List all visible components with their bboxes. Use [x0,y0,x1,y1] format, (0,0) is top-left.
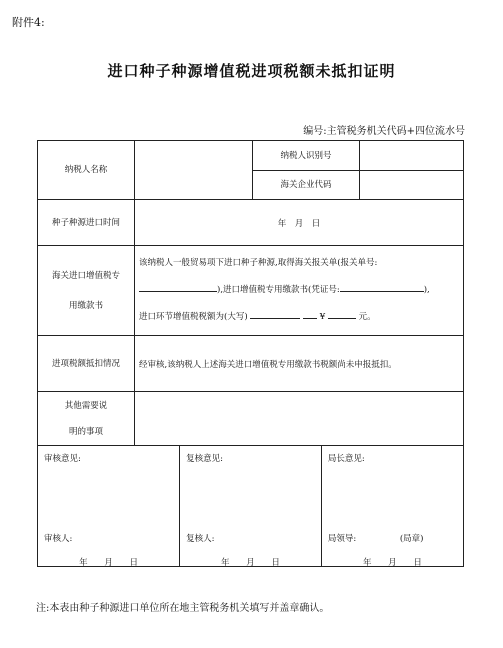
deduction-label: 进项税额抵扣情况 [38,336,135,392]
customs-vat-content [135,246,464,336]
customs-text-2b: ), [423,285,430,295]
recheck-date: 年 月 日 [221,558,280,568]
customs-text-line1: 该纳税人一般贸易项下进口种子种源,取得海关报关单(报关单号: [139,258,378,268]
recheck-opinion-label: 复核意见: [186,454,224,464]
customs-text-2a: ),进口增值税专用缴款书(凭证号: [217,285,340,295]
signature-row [38,446,464,567]
certificate-form [37,140,464,567]
annex-label: 附件4: [12,16,45,29]
import-time-label: 种子种源进口时间 [38,200,135,246]
review-date: 年 月 日 [79,558,139,568]
customs-vat-label-line1: 海关进口增值税专 [51,270,120,281]
document-title: 进口种子种源增值税进项税额未抵扣证明 [107,62,396,80]
bureau-seal-label: (局章) [399,534,424,544]
yuan-symbol: ¥ [319,312,326,322]
review-opinion-label: 审核意见: [44,454,81,464]
review-section[interactable] [38,446,180,566]
footnote: 注:本表由种子种源进口单位所在地主管税务机关填写并盖章确认。 [36,603,330,614]
tax-amount-blank-a[interactable] [303,309,317,319]
reviewer-label: 审核人: [44,534,73,544]
director-section[interactable] [321,446,463,566]
tax-amount-number-blank[interactable] [328,309,356,319]
customs-text-line3 [139,304,457,331]
taxpayer-id-label: 纳税人识别号 [253,141,360,171]
bureau-leader-label: 局领导: [327,534,357,544]
customs-text-3a: 进口环节增值税税额为(大写) [139,312,248,322]
customs-text-3c: 元。 [358,312,376,322]
tax-amount-words-blank[interactable] [250,309,300,319]
customs-vat-label [38,246,135,336]
signature-table [38,446,463,566]
other-matters-field[interactable] [135,392,464,446]
other-label-line1: 其他需要说 [64,400,108,411]
voucher-number-blank[interactable] [340,282,424,292]
rechecker-label: 复核人: [186,534,215,544]
other-matters-label [38,392,135,446]
declaration-number-blank[interactable] [139,282,217,292]
director-date: 年 月 日 [362,558,422,568]
import-date-field[interactable]: 年 月 日 [135,200,464,246]
customs-vat-label-line2: 用缴款书 [68,300,103,311]
taxpayer-name-label: 纳税人名称 [38,141,135,200]
customs-code-field[interactable] [360,171,464,200]
other-label-line2: 明的事项 [68,426,103,437]
recheck-section[interactable] [180,446,322,566]
taxpayer-name-field[interactable] [135,141,253,200]
taxpayer-id-field[interactable] [360,141,464,171]
customs-code-label: 海关企业代码 [253,171,360,200]
serial-number-label: 编号:主管税务机关代码+四位流水号 [303,126,465,137]
director-opinion-label: 局长意见: [327,454,365,464]
deduction-text: 经审核,该纳税人上述海关进口增值税专用缴款书税额尚未申报抵扣。 [135,336,464,392]
customs-text-line2 [139,277,457,304]
